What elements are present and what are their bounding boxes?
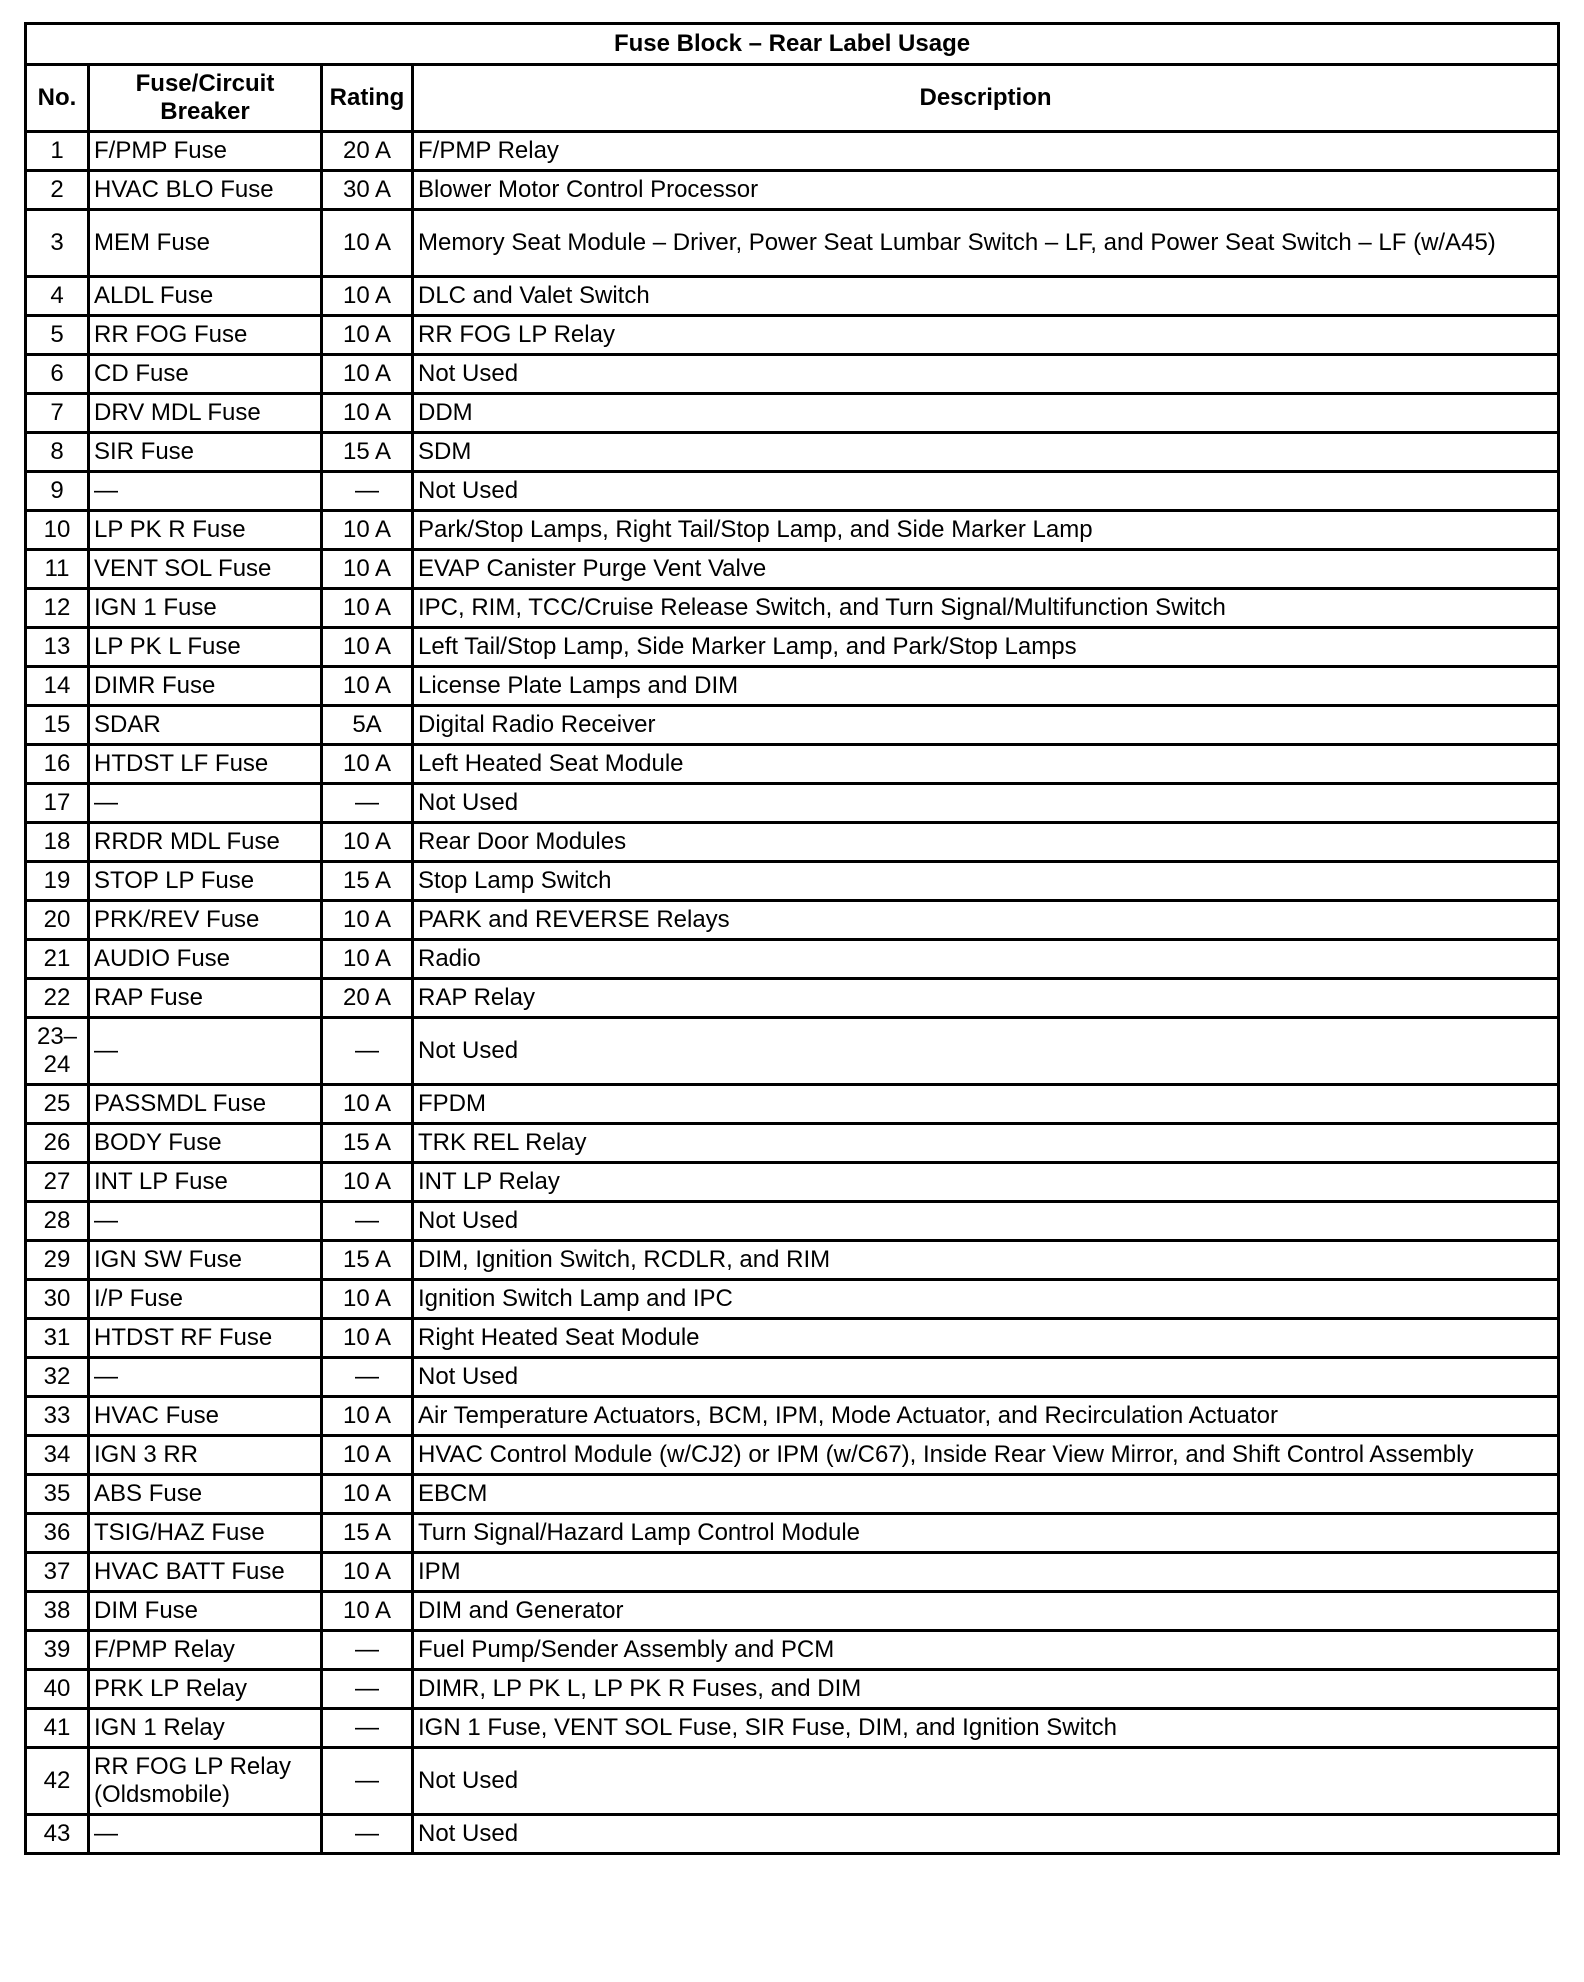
table-row bbox=[26, 550, 1559, 589]
cell-no: 28 bbox=[26, 1202, 89, 1241]
cell-no: 3 bbox=[26, 210, 89, 277]
cell-rating: 15 A bbox=[322, 1514, 413, 1553]
cell-description: DIMR, LP PK L, LP PK R Fuses, and DIM bbox=[413, 1670, 1559, 1709]
table-row bbox=[26, 1670, 1559, 1709]
cell-fuse: — bbox=[89, 784, 322, 823]
cell-fuse: RR FOG LP Relay (Oldsmobile) bbox=[89, 1748, 322, 1815]
cell-fuse: DIM Fuse bbox=[89, 1592, 322, 1631]
cell-rating: — bbox=[322, 1815, 413, 1854]
cell-no: 33 bbox=[26, 1397, 89, 1436]
cell-description: IPM bbox=[413, 1553, 1559, 1592]
cell-description: Not Used bbox=[413, 1018, 1559, 1085]
cell-rating: — bbox=[322, 1748, 413, 1815]
table-row bbox=[26, 171, 1559, 210]
table-row bbox=[26, 667, 1559, 706]
table-row bbox=[26, 1319, 1559, 1358]
cell-no: 34 bbox=[26, 1436, 89, 1475]
cell-no: 16 bbox=[26, 745, 89, 784]
table-row bbox=[26, 901, 1559, 940]
cell-no: 6 bbox=[26, 355, 89, 394]
cell-no: 22 bbox=[26, 979, 89, 1018]
cell-description: Left Tail/Stop Lamp, Side Marker Lamp, and Park/Stop Lamps bbox=[413, 628, 1559, 667]
cell-description: License Plate Lamps and DIM bbox=[413, 667, 1559, 706]
cell-rating: 10 A bbox=[322, 316, 413, 355]
cell-description: Blower Motor Control Processor bbox=[413, 171, 1559, 210]
cell-description: EBCM bbox=[413, 1475, 1559, 1514]
cell-no: 26 bbox=[26, 1124, 89, 1163]
cell-fuse: HTDST LF Fuse bbox=[89, 745, 322, 784]
cell-no: 36 bbox=[26, 1514, 89, 1553]
cell-no: 8 bbox=[26, 433, 89, 472]
cell-description: PARK and REVERSE Relays bbox=[413, 901, 1559, 940]
cell-fuse: HVAC BLO Fuse bbox=[89, 171, 322, 210]
cell-description: Not Used bbox=[413, 1815, 1559, 1854]
cell-fuse: HVAC BATT Fuse bbox=[89, 1553, 322, 1592]
table-row bbox=[26, 1085, 1559, 1124]
cell-fuse: ABS Fuse bbox=[89, 1475, 322, 1514]
table-row bbox=[26, 1358, 1559, 1397]
cell-fuse: RAP Fuse bbox=[89, 979, 322, 1018]
cell-description: Not Used bbox=[413, 355, 1559, 394]
cell-rating: — bbox=[322, 1631, 413, 1670]
cell-fuse: — bbox=[89, 472, 322, 511]
cell-fuse: IGN 1 Fuse bbox=[89, 589, 322, 628]
cell-no: 43 bbox=[26, 1815, 89, 1854]
cell-rating: — bbox=[322, 784, 413, 823]
cell-no: 40 bbox=[26, 1670, 89, 1709]
cell-rating: 10 A bbox=[322, 511, 413, 550]
cell-no: 32 bbox=[26, 1358, 89, 1397]
cell-description: Radio bbox=[413, 940, 1559, 979]
cell-description: TRK REL Relay bbox=[413, 1124, 1559, 1163]
cell-rating: 10 A bbox=[322, 667, 413, 706]
cell-fuse: HTDST RF Fuse bbox=[89, 1319, 322, 1358]
cell-no: 38 bbox=[26, 1592, 89, 1631]
cell-rating: 10 A bbox=[322, 940, 413, 979]
cell-fuse: — bbox=[89, 1815, 322, 1854]
cell-fuse: F/PMP Fuse bbox=[89, 132, 322, 171]
table-title: Fuse Block – Rear Label Usage bbox=[26, 24, 1559, 65]
cell-fuse: SDAR bbox=[89, 706, 322, 745]
cell-description: RR FOG LP Relay bbox=[413, 316, 1559, 355]
cell-no: 7 bbox=[26, 394, 89, 433]
cell-description: Ignition Switch Lamp and IPC bbox=[413, 1280, 1559, 1319]
cell-fuse: CD Fuse bbox=[89, 355, 322, 394]
cell-no: 23–24 bbox=[26, 1018, 89, 1085]
cell-description: Left Heated Seat Module bbox=[413, 745, 1559, 784]
table-row bbox=[26, 589, 1559, 628]
cell-rating: 10 A bbox=[322, 1163, 413, 1202]
table-row bbox=[26, 628, 1559, 667]
cell-fuse: TSIG/HAZ Fuse bbox=[89, 1514, 322, 1553]
cell-no: 31 bbox=[26, 1319, 89, 1358]
cell-fuse: F/PMP Relay bbox=[89, 1631, 322, 1670]
cell-fuse: DRV MDL Fuse bbox=[89, 394, 322, 433]
cell-fuse: RRDR MDL Fuse bbox=[89, 823, 322, 862]
table-row bbox=[26, 862, 1559, 901]
cell-rating: 10 A bbox=[322, 394, 413, 433]
table-row bbox=[26, 1748, 1559, 1815]
cell-rating: 10 A bbox=[322, 1319, 413, 1358]
cell-no: 29 bbox=[26, 1241, 89, 1280]
cell-description: Air Temperature Actuators, BCM, IPM, Mode Actuator, and Recirculation Actuator bbox=[413, 1397, 1559, 1436]
cell-rating: — bbox=[322, 1018, 413, 1085]
cell-description: Not Used bbox=[413, 1748, 1559, 1815]
cell-rating: 15 A bbox=[322, 1241, 413, 1280]
table-row bbox=[26, 433, 1559, 472]
cell-no: 13 bbox=[26, 628, 89, 667]
cell-description: Turn Signal/Hazard Lamp Control Module bbox=[413, 1514, 1559, 1553]
cell-fuse: IGN 1 Relay bbox=[89, 1709, 322, 1748]
table-row bbox=[26, 823, 1559, 862]
table-row bbox=[26, 1631, 1559, 1670]
cell-rating: 10 A bbox=[322, 1280, 413, 1319]
table-row bbox=[26, 706, 1559, 745]
cell-description: Stop Lamp Switch bbox=[413, 862, 1559, 901]
cell-no: 19 bbox=[26, 862, 89, 901]
cell-description: Not Used bbox=[413, 1202, 1559, 1241]
cell-fuse: PRK/REV Fuse bbox=[89, 901, 322, 940]
table-body bbox=[26, 132, 1559, 1854]
cell-fuse: INT LP Fuse bbox=[89, 1163, 322, 1202]
cell-fuse: IGN 3 RR bbox=[89, 1436, 322, 1475]
cell-description: RAP Relay bbox=[413, 979, 1559, 1018]
table-row bbox=[26, 132, 1559, 171]
cell-fuse: ALDL Fuse bbox=[89, 277, 322, 316]
cell-no: 35 bbox=[26, 1475, 89, 1514]
cell-rating: — bbox=[322, 1670, 413, 1709]
cell-fuse: SIR Fuse bbox=[89, 433, 322, 472]
cell-fuse: BODY Fuse bbox=[89, 1124, 322, 1163]
cell-no: 25 bbox=[26, 1085, 89, 1124]
cell-description: F/PMP Relay bbox=[413, 132, 1559, 171]
cell-rating: — bbox=[322, 1709, 413, 1748]
cell-rating: 15 A bbox=[322, 1124, 413, 1163]
cell-rating: — bbox=[322, 472, 413, 511]
cell-rating: 10 A bbox=[322, 550, 413, 589]
table-row bbox=[26, 1018, 1559, 1085]
cell-no: 27 bbox=[26, 1163, 89, 1202]
cell-no: 17 bbox=[26, 784, 89, 823]
cell-description: FPDM bbox=[413, 1085, 1559, 1124]
cell-description: Not Used bbox=[413, 472, 1559, 511]
cell-rating: 10 A bbox=[322, 823, 413, 862]
table-row bbox=[26, 1397, 1559, 1436]
cell-rating: 10 A bbox=[322, 210, 413, 277]
column-header-fuse: Fuse/Circuit Breaker bbox=[89, 65, 322, 132]
fuse-block-table bbox=[24, 22, 1560, 1855]
cell-fuse: DIMR Fuse bbox=[89, 667, 322, 706]
table-row bbox=[26, 394, 1559, 433]
cell-no: 21 bbox=[26, 940, 89, 979]
cell-description: EVAP Canister Purge Vent Valve bbox=[413, 550, 1559, 589]
cell-description: Not Used bbox=[413, 784, 1559, 823]
cell-description: Fuel Pump/Sender Assembly and PCM bbox=[413, 1631, 1559, 1670]
column-header-rating: Rating bbox=[322, 65, 413, 132]
table-row bbox=[26, 784, 1559, 823]
table-row bbox=[26, 1436, 1559, 1475]
cell-fuse: AUDIO Fuse bbox=[89, 940, 322, 979]
table-row bbox=[26, 979, 1559, 1018]
cell-rating: 10 A bbox=[322, 1553, 413, 1592]
table-row bbox=[26, 1202, 1559, 1241]
cell-rating: 15 A bbox=[322, 433, 413, 472]
cell-no: 9 bbox=[26, 472, 89, 511]
table-row bbox=[26, 1241, 1559, 1280]
cell-rating: 10 A bbox=[322, 355, 413, 394]
cell-description: DLC and Valet Switch bbox=[413, 277, 1559, 316]
table-row bbox=[26, 1163, 1559, 1202]
cell-rating: 10 A bbox=[322, 901, 413, 940]
cell-rating: 30 A bbox=[322, 171, 413, 210]
table-row bbox=[26, 1475, 1559, 1514]
cell-rating: 10 A bbox=[322, 589, 413, 628]
column-header-description: Description bbox=[413, 65, 1559, 132]
cell-no: 4 bbox=[26, 277, 89, 316]
cell-rating: 5A bbox=[322, 706, 413, 745]
table-row bbox=[26, 1592, 1559, 1631]
cell-description: INT LP Relay bbox=[413, 1163, 1559, 1202]
cell-fuse: PRK LP Relay bbox=[89, 1670, 322, 1709]
table-row bbox=[26, 1124, 1559, 1163]
cell-no: 20 bbox=[26, 901, 89, 940]
cell-description: IGN 1 Fuse, VENT SOL Fuse, SIR Fuse, DIM, and Ignition Switch bbox=[413, 1709, 1559, 1748]
cell-description: DIM, Ignition Switch, RCDLR, and RIM bbox=[413, 1241, 1559, 1280]
cell-no: 14 bbox=[26, 667, 89, 706]
cell-fuse: I/P Fuse bbox=[89, 1280, 322, 1319]
cell-description: IPC, RIM, TCC/Cruise Release Switch, and Turn Signal/Multifunction Switch bbox=[413, 589, 1559, 628]
cell-description: Memory Seat Module – Driver, Power Seat Lumbar Switch – LF, and Power Seat Switch – LF (w/A45) bbox=[413, 210, 1559, 277]
cell-description: HVAC Control Module (w/CJ2) or IPM (w/C67), Inside Rear View Mirror, and Shift Control Assembly bbox=[413, 1436, 1559, 1475]
table-row bbox=[26, 511, 1559, 550]
cell-fuse: RR FOG Fuse bbox=[89, 316, 322, 355]
table-row bbox=[26, 940, 1559, 979]
table-row bbox=[26, 1280, 1559, 1319]
cell-rating: 10 A bbox=[322, 745, 413, 784]
table-row bbox=[26, 1815, 1559, 1854]
table-row bbox=[26, 277, 1559, 316]
cell-no: 5 bbox=[26, 316, 89, 355]
cell-rating: 10 A bbox=[322, 1592, 413, 1631]
cell-rating: — bbox=[322, 1358, 413, 1397]
table-row bbox=[26, 316, 1559, 355]
cell-no: 1 bbox=[26, 132, 89, 171]
cell-no: 42 bbox=[26, 1748, 89, 1815]
cell-description: DIM and Generator bbox=[413, 1592, 1559, 1631]
cell-description: SDM bbox=[413, 433, 1559, 472]
cell-fuse: HVAC Fuse bbox=[89, 1397, 322, 1436]
column-header-no: No. bbox=[26, 65, 89, 132]
cell-fuse: — bbox=[89, 1202, 322, 1241]
cell-description: Park/Stop Lamps, Right Tail/Stop Lamp, and Side Marker Lamp bbox=[413, 511, 1559, 550]
cell-no: 37 bbox=[26, 1553, 89, 1592]
table-row bbox=[26, 472, 1559, 511]
cell-rating: 10 A bbox=[322, 277, 413, 316]
cell-rating: 10 A bbox=[322, 1436, 413, 1475]
cell-no: 11 bbox=[26, 550, 89, 589]
cell-fuse: IGN SW Fuse bbox=[89, 1241, 322, 1280]
cell-fuse: — bbox=[89, 1018, 322, 1085]
table-row bbox=[26, 745, 1559, 784]
cell-description: Not Used bbox=[413, 1358, 1559, 1397]
cell-no: 15 bbox=[26, 706, 89, 745]
cell-no: 10 bbox=[26, 511, 89, 550]
cell-rating: 20 A bbox=[322, 132, 413, 171]
cell-no: 12 bbox=[26, 589, 89, 628]
cell-rating: 10 A bbox=[322, 1475, 413, 1514]
cell-rating: 20 A bbox=[322, 979, 413, 1018]
cell-fuse: PASSMDL Fuse bbox=[89, 1085, 322, 1124]
table-row bbox=[26, 1514, 1559, 1553]
cell-no: 41 bbox=[26, 1709, 89, 1748]
table-row bbox=[26, 1553, 1559, 1592]
cell-no: 18 bbox=[26, 823, 89, 862]
cell-rating: — bbox=[322, 1202, 413, 1241]
cell-no: 39 bbox=[26, 1631, 89, 1670]
cell-no: 30 bbox=[26, 1280, 89, 1319]
cell-rating: 15 A bbox=[322, 862, 413, 901]
cell-fuse: STOP LP Fuse bbox=[89, 862, 322, 901]
table-row bbox=[26, 1709, 1559, 1748]
table-row bbox=[26, 210, 1559, 277]
cell-description: Right Heated Seat Module bbox=[413, 1319, 1559, 1358]
cell-fuse: — bbox=[89, 1358, 322, 1397]
cell-fuse: VENT SOL Fuse bbox=[89, 550, 322, 589]
cell-rating: 10 A bbox=[322, 1397, 413, 1436]
cell-rating: 10 A bbox=[322, 1085, 413, 1124]
cell-description: DDM bbox=[413, 394, 1559, 433]
cell-fuse: MEM Fuse bbox=[89, 210, 322, 277]
cell-fuse: LP PK L Fuse bbox=[89, 628, 322, 667]
cell-description: Rear Door Modules bbox=[413, 823, 1559, 862]
cell-description: Digital Radio Receiver bbox=[413, 706, 1559, 745]
table-row bbox=[26, 355, 1559, 394]
cell-no: 2 bbox=[26, 171, 89, 210]
cell-fuse: LP PK R Fuse bbox=[89, 511, 322, 550]
cell-rating: 10 A bbox=[322, 628, 413, 667]
